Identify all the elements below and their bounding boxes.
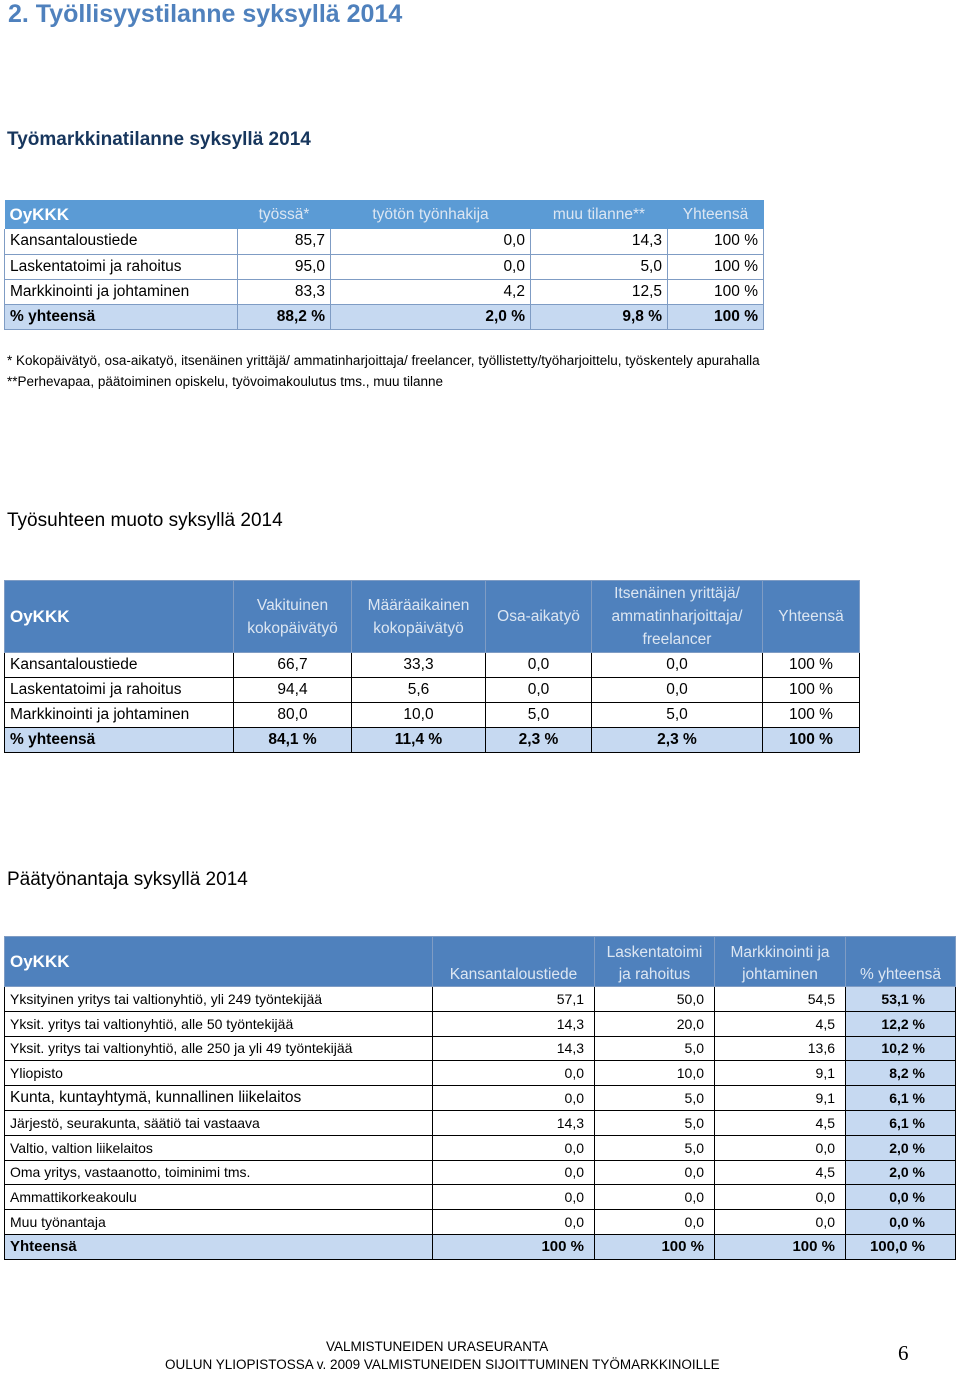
- column-header: OyKKK: [5, 937, 433, 987]
- column-header: Kansantaloustiede: [433, 937, 595, 987]
- column-header: Vakituinen kokopäivätyö: [234, 581, 352, 653]
- main-employer-table: [4, 936, 956, 1260]
- footer-line-1: VALMISTUNEIDEN URASEURANTA: [326, 1339, 549, 1354]
- row-label: Muu työnantaja: [5, 1210, 433, 1235]
- row-label: Oma yritys, vastaanotto, toiminimi tms.: [5, 1160, 433, 1185]
- row-label: Yhteensä: [5, 1234, 433, 1259]
- table-cell: 100 %: [668, 304, 764, 329]
- table-cell: 100 %: [433, 1234, 595, 1259]
- table-row: [5, 703, 860, 728]
- column-header: Itsenäinen yrittäjä/ ammatinharjoittaja/ freelancer: [592, 581, 763, 653]
- row-label: Laskentatoimi ja rahoitus: [5, 678, 234, 703]
- table-cell: 33,3: [352, 653, 486, 678]
- row-label: Kansantaloustiede: [5, 653, 234, 678]
- table-cell: 0,0: [433, 1135, 595, 1160]
- table-cell: 12,5: [531, 279, 668, 304]
- table-cell: 0,0: [486, 678, 592, 703]
- row-label: Ammattikorkeakoulu: [5, 1185, 433, 1210]
- table-row: [5, 1185, 956, 1210]
- table-cell: 0,0: [433, 1160, 595, 1185]
- table-cell: 88,2 %: [238, 304, 331, 329]
- table-cell: 10,2 %: [846, 1036, 956, 1061]
- table-cell: 50,0: [595, 987, 715, 1012]
- table-cell: 0,0: [433, 1210, 595, 1235]
- column-header: OyKKK: [5, 581, 234, 653]
- table-cell: 66,7: [234, 653, 352, 678]
- table-cell: 4,5: [715, 1011, 846, 1036]
- table-row: [5, 1210, 956, 1235]
- footnote-employed: * Kokopäivätyö, osa-aikatyö, itsenäinen yrittäjä/ ammatinharjoittaja/ freelancer, työllistetty/työharjoittelu, työskentely apurahalla: [7, 353, 760, 368]
- table-cell: 0,0: [331, 254, 531, 279]
- table-cell: 5,6: [352, 678, 486, 703]
- table-cell: 14,3: [433, 1036, 595, 1061]
- row-label: % yhteensä: [5, 304, 238, 329]
- table-cell: 100 %: [668, 279, 764, 304]
- table-cell: 0,0 %: [846, 1210, 956, 1235]
- row-label: Yksit. yritys tai valtionyhtiö, alle 50 työntekijää: [5, 1011, 433, 1036]
- column-header: Määräaikainen kokopäivätyö: [352, 581, 486, 653]
- employment-type-table: [4, 580, 860, 753]
- table-cell: 53,1 %: [846, 987, 956, 1012]
- table-cell: 0,0: [715, 1185, 846, 1210]
- total-row: [5, 304, 764, 329]
- table-cell: 100 %: [763, 703, 860, 728]
- row-label: Laskentatoimi ja rahoitus: [5, 254, 238, 279]
- table-cell: 14,3: [433, 1110, 595, 1135]
- page-title: 2. Työllisyystilanne syksyllä 2014: [8, 0, 403, 28]
- table-cell: 4,5: [715, 1160, 846, 1185]
- table-cell: 9,1: [715, 1086, 846, 1111]
- table-row: [5, 229, 764, 254]
- table-cell: 0,0: [595, 1160, 715, 1185]
- column-header: muu tilanne**: [552, 205, 646, 223]
- column-header: Osa-aikatyö: [486, 581, 592, 653]
- table-cell: 0,0: [433, 1061, 595, 1086]
- table-cell: 10,0: [352, 703, 486, 728]
- column-header: Markkinointi ja johtaminen: [715, 937, 846, 987]
- column-header: Laskentatoimi ja rahoitus: [595, 937, 715, 987]
- table-cell: 0,0: [592, 678, 763, 703]
- table-cell: 100 %: [668, 229, 764, 254]
- table-cell: 80,0: [234, 703, 352, 728]
- table-header-row: [5, 581, 860, 653]
- page-number: 6: [898, 1341, 909, 1365]
- table-cell: 2,3 %: [486, 728, 592, 753]
- table-header-row: [5, 200, 764, 229]
- table-cell: 6,1 %: [846, 1110, 956, 1135]
- column-header: työssä*: [258, 205, 310, 223]
- table-cell: 10,0: [595, 1061, 715, 1086]
- table-cell: 84,1 %: [234, 728, 352, 753]
- table-cell: 0,0: [595, 1185, 715, 1210]
- table-row: [5, 987, 956, 1012]
- table-cell: 0,0: [715, 1135, 846, 1160]
- table-cell: 5,0: [595, 1110, 715, 1135]
- row-label: Yksityinen yritys tai valtionyhtiö, yli 249 työntekijää: [5, 987, 433, 1012]
- table-cell: 5,0: [592, 703, 763, 728]
- row-label: Kansantaloustiede: [5, 229, 238, 254]
- table-cell: 0,0: [595, 1210, 715, 1235]
- table-cell: 2,3 %: [592, 728, 763, 753]
- table-cell: 14,3: [433, 1011, 595, 1036]
- footer-line-2: OULUN YLIOPISTOSSA v. 2009 VALMISTUNEIDEN SIJOITTUMINEN TYÖMARKKINOILLE: [165, 1357, 720, 1372]
- table-cell: 83,3: [238, 279, 331, 304]
- table-cell: 4,5: [715, 1110, 846, 1135]
- table-cell: 5,0: [595, 1135, 715, 1160]
- table-cell: 100 %: [595, 1234, 715, 1259]
- table-cell: 0,0: [331, 229, 531, 254]
- table-cell: 4,2: [331, 279, 531, 304]
- table-cell: 6,1 %: [846, 1086, 956, 1111]
- table-row: [5, 1036, 956, 1061]
- table-cell: 100 %: [668, 254, 764, 279]
- column-header: OyKKK: [9, 204, 70, 224]
- table-cell: 0,0 %: [846, 1185, 956, 1210]
- table-row: [5, 653, 860, 678]
- table-cell: 95,0: [238, 254, 331, 279]
- row-label: Yksit. yritys tai valtionyhtiö, alle 250 ja yli 49 työntekijää: [5, 1036, 433, 1061]
- table-cell: 0,0: [715, 1210, 846, 1235]
- section-title-employment-type: Työsuhteen muoto syksyllä 2014: [7, 510, 283, 531]
- column-header: Yhteensä: [682, 205, 749, 223]
- total-row: [5, 728, 860, 753]
- table-row: [5, 1061, 956, 1086]
- table-cell: 11,4 %: [352, 728, 486, 753]
- table-cell: 8,2 %: [846, 1061, 956, 1086]
- table-row: [5, 1135, 956, 1160]
- table-cell: 54,5: [715, 987, 846, 1012]
- labour-market-table: [4, 200, 764, 330]
- table-cell: 94,4: [234, 678, 352, 703]
- row-label: Markkinointi ja johtaminen: [5, 279, 238, 304]
- table-cell: 57,1: [433, 987, 595, 1012]
- column-header: työtön työnhakija: [372, 205, 489, 223]
- table-cell: 100 %: [763, 653, 860, 678]
- row-label: Valtio, valtion liikelaitos: [5, 1135, 433, 1160]
- table-cell: 100 %: [763, 728, 860, 753]
- total-row: [5, 1234, 956, 1259]
- table-cell: 0,0: [433, 1185, 595, 1210]
- table-cell: 2,0 %: [846, 1135, 956, 1160]
- section-title-main-employer: Päätyönantaja syksyllä 2014: [7, 869, 248, 890]
- table-cell: 0,0: [486, 653, 592, 678]
- section-title-labour-market: Työmarkkinatilanne syksyllä 2014: [7, 129, 311, 150]
- column-header: % yhteensä: [846, 937, 956, 987]
- table-cell: 9,1: [715, 1061, 846, 1086]
- table-cell: 12,2 %: [846, 1011, 956, 1036]
- table-row: [5, 678, 860, 703]
- table-cell: 2,0 %: [331, 304, 531, 329]
- row-label: Yliopisto: [5, 1061, 433, 1086]
- column-header: Yhteensä: [763, 581, 860, 653]
- table-cell: 100 %: [763, 678, 860, 703]
- table-cell: 85,7: [238, 229, 331, 254]
- footnote-other: **Perhevapaa, päätoiminen opiskelu, työvoimakoulutus tms., muu tilanne: [7, 374, 443, 389]
- table-cell: 2,0 %: [846, 1160, 956, 1185]
- table-row: [5, 1086, 956, 1111]
- row-label: Järjestö, seurakunta, säätiö tai vastaava: [5, 1110, 433, 1135]
- table-row: [5, 254, 764, 279]
- table-cell: 100,0 %: [846, 1234, 956, 1259]
- table-cell: 100 %: [715, 1234, 846, 1259]
- row-label: % yhteensä: [5, 728, 234, 753]
- table-cell: 0,0: [433, 1086, 595, 1111]
- table-row: [5, 1011, 956, 1036]
- table-cell: 9,8 %: [531, 304, 668, 329]
- table-row: [5, 279, 764, 304]
- table-cell: 5,0: [486, 703, 592, 728]
- row-label: Kunta, kuntayhtymä, kunnallinen liikelaitos: [5, 1086, 433, 1111]
- table-cell: 5,0: [595, 1036, 715, 1061]
- table-cell: 20,0: [595, 1011, 715, 1036]
- table-row: [5, 1110, 956, 1135]
- table-row: [5, 1160, 956, 1185]
- table-cell: 0,0: [592, 653, 763, 678]
- table-cell: 5,0: [595, 1086, 715, 1111]
- row-label: Markkinointi ja johtaminen: [5, 703, 234, 728]
- table-header-row: [5, 937, 956, 987]
- table-cell: 13,6: [715, 1036, 846, 1061]
- table-cell: 14,3: [531, 229, 668, 254]
- table-cell: 5,0: [531, 254, 668, 279]
